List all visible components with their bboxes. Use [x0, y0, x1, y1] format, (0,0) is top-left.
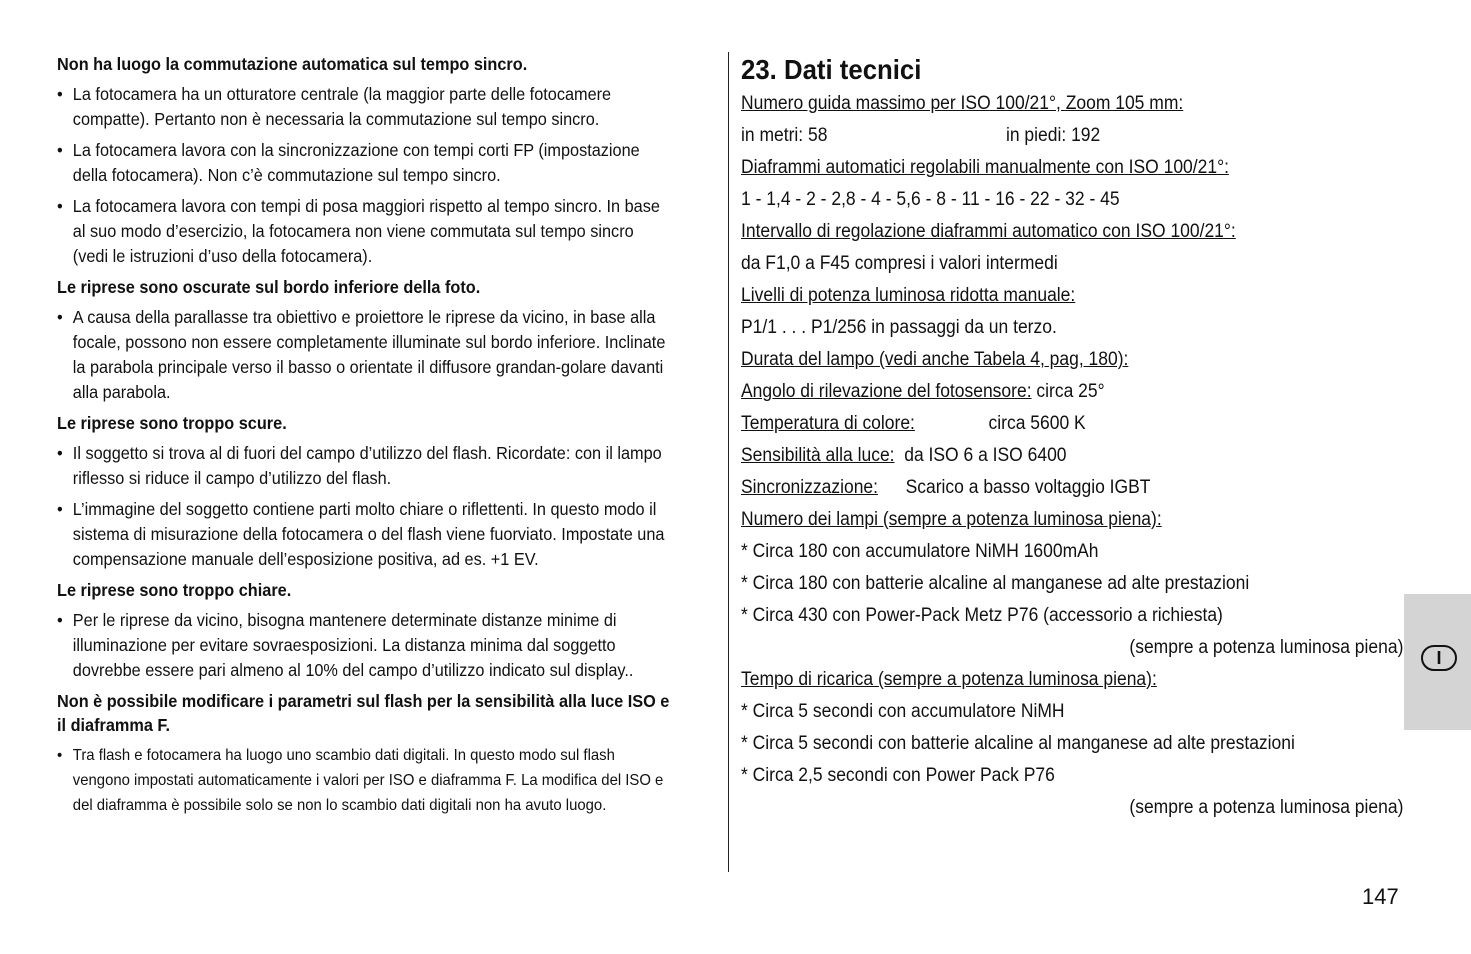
page-number: 147 [1362, 884, 1399, 909]
spec-value: da ISO 6 a ISO 6400 [904, 445, 1067, 466]
bullet-item: • Per le riprese da vicino, bisogna mantenere determinate distanze minime di illuminazione per evitare sovraesposizioni. La distanza minima dal soggetto dovrebbe essere pari almeno al 10% del campo d’utilizzo indicato sul display.. [57, 608, 673, 683]
spec-note: (sempre a potenza luminosa piena) [1129, 797, 1404, 818]
spec-label: Sensibilità alla luce: [741, 445, 895, 466]
spec-value: Scarico a basso voltaggio IGBT [905, 477, 1151, 498]
spec-note: (sempre a potenza luminosa piena) [1129, 637, 1404, 658]
section-heading: Non è possibile modificare i parametri sul flash per la sensibilità alla luce ISO e il diaframma F. [57, 691, 670, 735]
left-column [57, 52, 673, 824]
bullet-list [57, 441, 673, 572]
spec-label: Angolo di rilevazione del fotosensore: [741, 381, 1032, 402]
spec-label: Numero guida massimo per ISO 100/21°, Zoom 105 mm: [741, 93, 1184, 114]
column-divider [728, 52, 729, 872]
section-heading: Le riprese sono oscurate sul bordo inferiore della foto. [57, 277, 481, 297]
list-item: * Circa 180 con accumulatore NiMH 1600mAh [741, 541, 1099, 562]
bullet-item: • La fotocamera lavora con tempi di posa maggiori rispetto al tempo sincro. In base al suo modo d’esercizio, la fotocamera non viene commutata sul tempo sincro (vedi le istruzioni d’uso della fotocamera). [57, 194, 673, 269]
spec-label: Durata del lampo (vedi anche Tabela 4, pag, 180): [741, 349, 1129, 370]
spec-value: 1 - 1,4 - 2 - 2,8 - 4 - 5,6 - 8 - 11 - 16 - 22 - 32 - 45 [741, 189, 1120, 210]
spec-row [741, 408, 1367, 440]
spec-value: in piedi: 192 [1005, 125, 1101, 146]
section-heading: Le riprese sono troppo scure. [57, 413, 287, 433]
bullet-item: • Il soggetto si trova al di fuori del campo d’utilizzo del flash. Ricordate: con il lampo riflesso si riduce il campo d’utilizzo del flash. [57, 441, 673, 491]
spec-label: Sincronizzazione: [741, 477, 879, 498]
spec-row [741, 472, 1367, 504]
list-item: * Circa 430 con Power-Pack Metz P76 (accessorio a richiesta) [741, 605, 1223, 626]
bullet-list [57, 82, 673, 269]
spec-row [741, 120, 1367, 152]
spec-label: Numero dei lampi (sempre a potenza luminosa piena): [741, 509, 1162, 530]
language-tab [1404, 594, 1471, 730]
section-heading: Le riprese sono troppo chiare. [57, 580, 292, 600]
spec-label: Tempo di ricarica (sempre a potenza luminosa piena): [741, 669, 1157, 690]
list-item: * Circa 5 secondi con batterie alcaline al manganese ad alte prestazioni [741, 733, 1295, 754]
spec-label: Livelli di potenza luminosa ridotta manuale: [741, 285, 1076, 306]
spec-value: in metri: 58 [741, 125, 828, 146]
bullet-item: • L’immagine del soggetto contiene parti molto chiare o riflettenti. In questo modo il sistema di misurazione della fotocamera o del flash viene fuorviato. Impostate una compensazione manuale dell’esposizione positiva, ad es. +1 EV. [57, 497, 673, 572]
bullet-list [57, 305, 673, 405]
spec-row [741, 376, 1367, 408]
spec-value: P1/1 . . . P1/256 in passaggi da un terzo. [741, 317, 1057, 338]
list-item: * Circa 180 con batterie alcaline al manganese ad alte prestazioni [741, 573, 1250, 594]
section-heading: Non ha luogo la commutazione automatica sul tempo sincro. [57, 54, 528, 74]
spec-label: Intervallo di regolazione diaframmi automatico con ISO 100/21°: [741, 221, 1236, 242]
spec-label: Diaframmi automatici regolabili manualmente con ISO 100/21°: [741, 157, 1229, 178]
bullet-list [57, 743, 673, 818]
section-title: 23. Dati tecnici [741, 54, 922, 85]
spec-value: circa 5600 K [988, 413, 1086, 434]
bullet-item: • La fotocamera lavora con la sincronizzazione con tempi corti FP (impostazione della fotocamera). Non c’è commutazione sul tempo sincro. [57, 138, 673, 188]
bullet-item: • La fotocamera ha un otturatore centrale (la maggior parte delle fotocamere compatte). Pertanto non è necessaria la commutazione sul tempo sincro. [57, 82, 673, 132]
bullet-list [57, 608, 673, 683]
language-badge: I [1421, 645, 1457, 671]
spec-value: da F1,0 a F45 compresi i valori intermedi [741, 253, 1058, 274]
list-item: * Circa 2,5 secondi con Power Pack P76 [741, 765, 1055, 786]
list-item: * Circa 5 secondi con accumulatore NiMH [741, 701, 1065, 722]
spec-label: Temperatura di colore: [741, 413, 915, 434]
bullet-item: • Tra flash e fotocamera ha luogo uno scambio dati digitali. In questo modo sul flash vengono impostati automaticamente i valori per ISO e diaframma F. La modifica del ISO e del diaframma è possibile solo se non lo scambio dati digitali non ha avuto luogo. [57, 743, 673, 818]
spec-row [741, 440, 1367, 472]
bullet-item: • A causa della parallasse tra obiettivo e proiettore le riprese da vicino, in base alla focale, possono non essere completamente illuminate sul bordo inferiore. Inclinate la parabola principale verso il basso o orientate il diffusore grandan-golare davanti alla parabola. [57, 305, 673, 405]
tech-data-column [741, 50, 1404, 824]
spec-value: circa 25° [1036, 381, 1105, 402]
